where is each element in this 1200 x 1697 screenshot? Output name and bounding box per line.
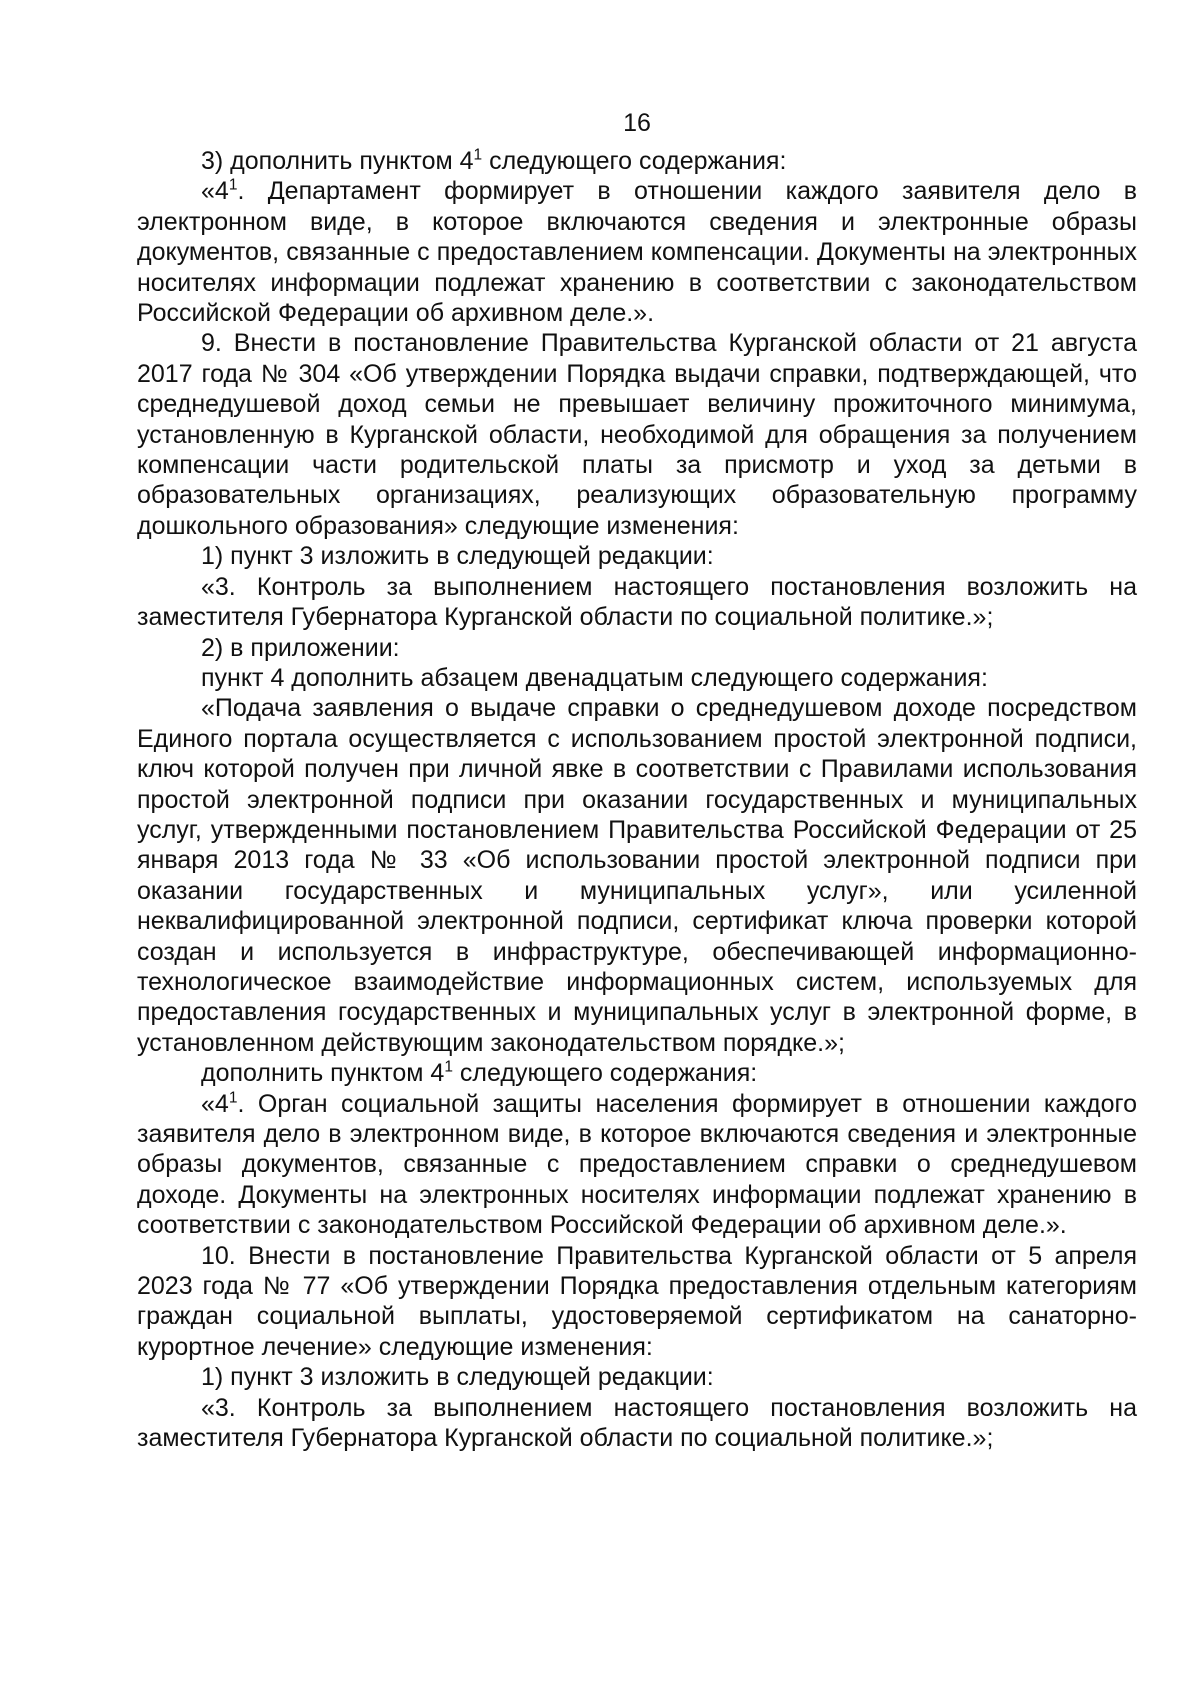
superscript: 1 [228,1089,238,1107]
superscript: 1 [473,146,483,164]
paragraph-text-before: 3) дополнить пунктом 4 [201,147,474,175]
paragraph-4-1-department [137,176,1137,328]
document-page [137,108,1137,1453]
page-number: 16 [623,109,651,137]
paragraph-item-10-1: 1) пункт 3 изложить в следующей редакции: [201,1363,714,1392]
paragraph-4-1-social-protection [137,1089,1137,1241]
paragraph-item-10: 10. Внести в постановление Правительства Курганской области от 5 апреля 2023 года № 77 «Об утверждении Порядка предоставления отдельным категориям граждан социальной выплаты, удостоверяемой сертификатом на санаторно-курортное лечение» следующие изменения: [137,1241,1137,1361]
paragraph-text-after: . Департамент формирует в отношении каждого заявителя дело в электронном виде, в которое включаются сведения и электронные образы документов, связанные с предоставлением компенсации. Документы на электронных носителях информации подлежат хранению в соответствии с законодательством Российской Федерации об архивном деле.». [137,177,1137,328]
paragraph-item-9-1: 1) пункт 3 изложить в следующей редакции: [201,542,714,571]
paragraph-item-9-1-quote: «3. Контроль за выполнением настоящего постановления возложить на заместителя Губернатора Курганской области по социальной политике.»; [137,572,1137,632]
paragraph-item-10-1-quote: «3. Контроль за выполнением настоящего постановления возложить на заместителя Губернатора Курганской области по социальной политике.»; [137,1393,1137,1453]
paragraph-text-before: «4 [201,1089,229,1118]
paragraph-text-after: следующего содержания: [482,147,787,175]
paragraph-item-9-2-point4: пункт 4 дополнить абзацем двенадцатым следующего содержания: [201,663,988,692]
superscript: 1 [444,1058,453,1076]
paragraph-text-after: следующего содержания: [452,1059,758,1088]
paragraph-text-after: . Орган социальной защиты населения формирует в отношении каждого заявителя дело в электронном виде, в которое включаются сведения и электронные образы документов, связанные с предоставлением справки о среднедушевом доходе. Документы на электронных носителях информации подлежат хранению в соответствии с законодательством Российской Федерации об архивном деле.». [137,1089,1137,1240]
paragraph-3-add-point [137,146,1137,176]
paragraph-item-9-2-quote: «Подача заявления о выдаче справки о среднедушевом доходе посредством Единого портала осуществляется с использованием простой электронной подписи, ключ которой получен при личной явке в соответствии с Правилами использования простой электронной подписи при оказании государственных и муниципальных услуг, утвержденными постановлением Правительства Российской Федерации от 25 января 2013 года № 33 «Об использовании простой электронной подписи при оказании государственных и муниципальных услуг», или усиленной неквалифицированной электронной подписи, сертификат ключа проверки которой создан и используется в инфраструктуре, обеспечивающей информационно-технологическое взаимодействие информационных систем, используемых для предоставления государственных и муниципальных услуг в электронной форме, в установленном действующим законодательством порядке.»; [137,694,1137,1057]
paragraph-text-before: «4 [201,177,229,206]
paragraph-text-before: дополнить пунктом 4 [201,1059,445,1088]
paragraph-item-9: 9. Внести в постановление Правительства Курганской области от 21 августа 2017 года № 304 «Об утверждении Порядка выдачи справки, подтверждающей, что среднедушевой доход семьи не превышает величину прожиточного минимума, установленную в Курганской области, необходимой для обращения за получением компенсации части родительской платы за присмотр и уход за детьми в образовательных организациях, реализующих образовательную программу дошкольного образования» следующие изменения: [137,329,1137,540]
superscript: 1 [228,177,238,195]
paragraph-item-9-2: 2) в приложении: [201,633,400,662]
paragraph-add-point-4-1 [137,1058,1137,1088]
